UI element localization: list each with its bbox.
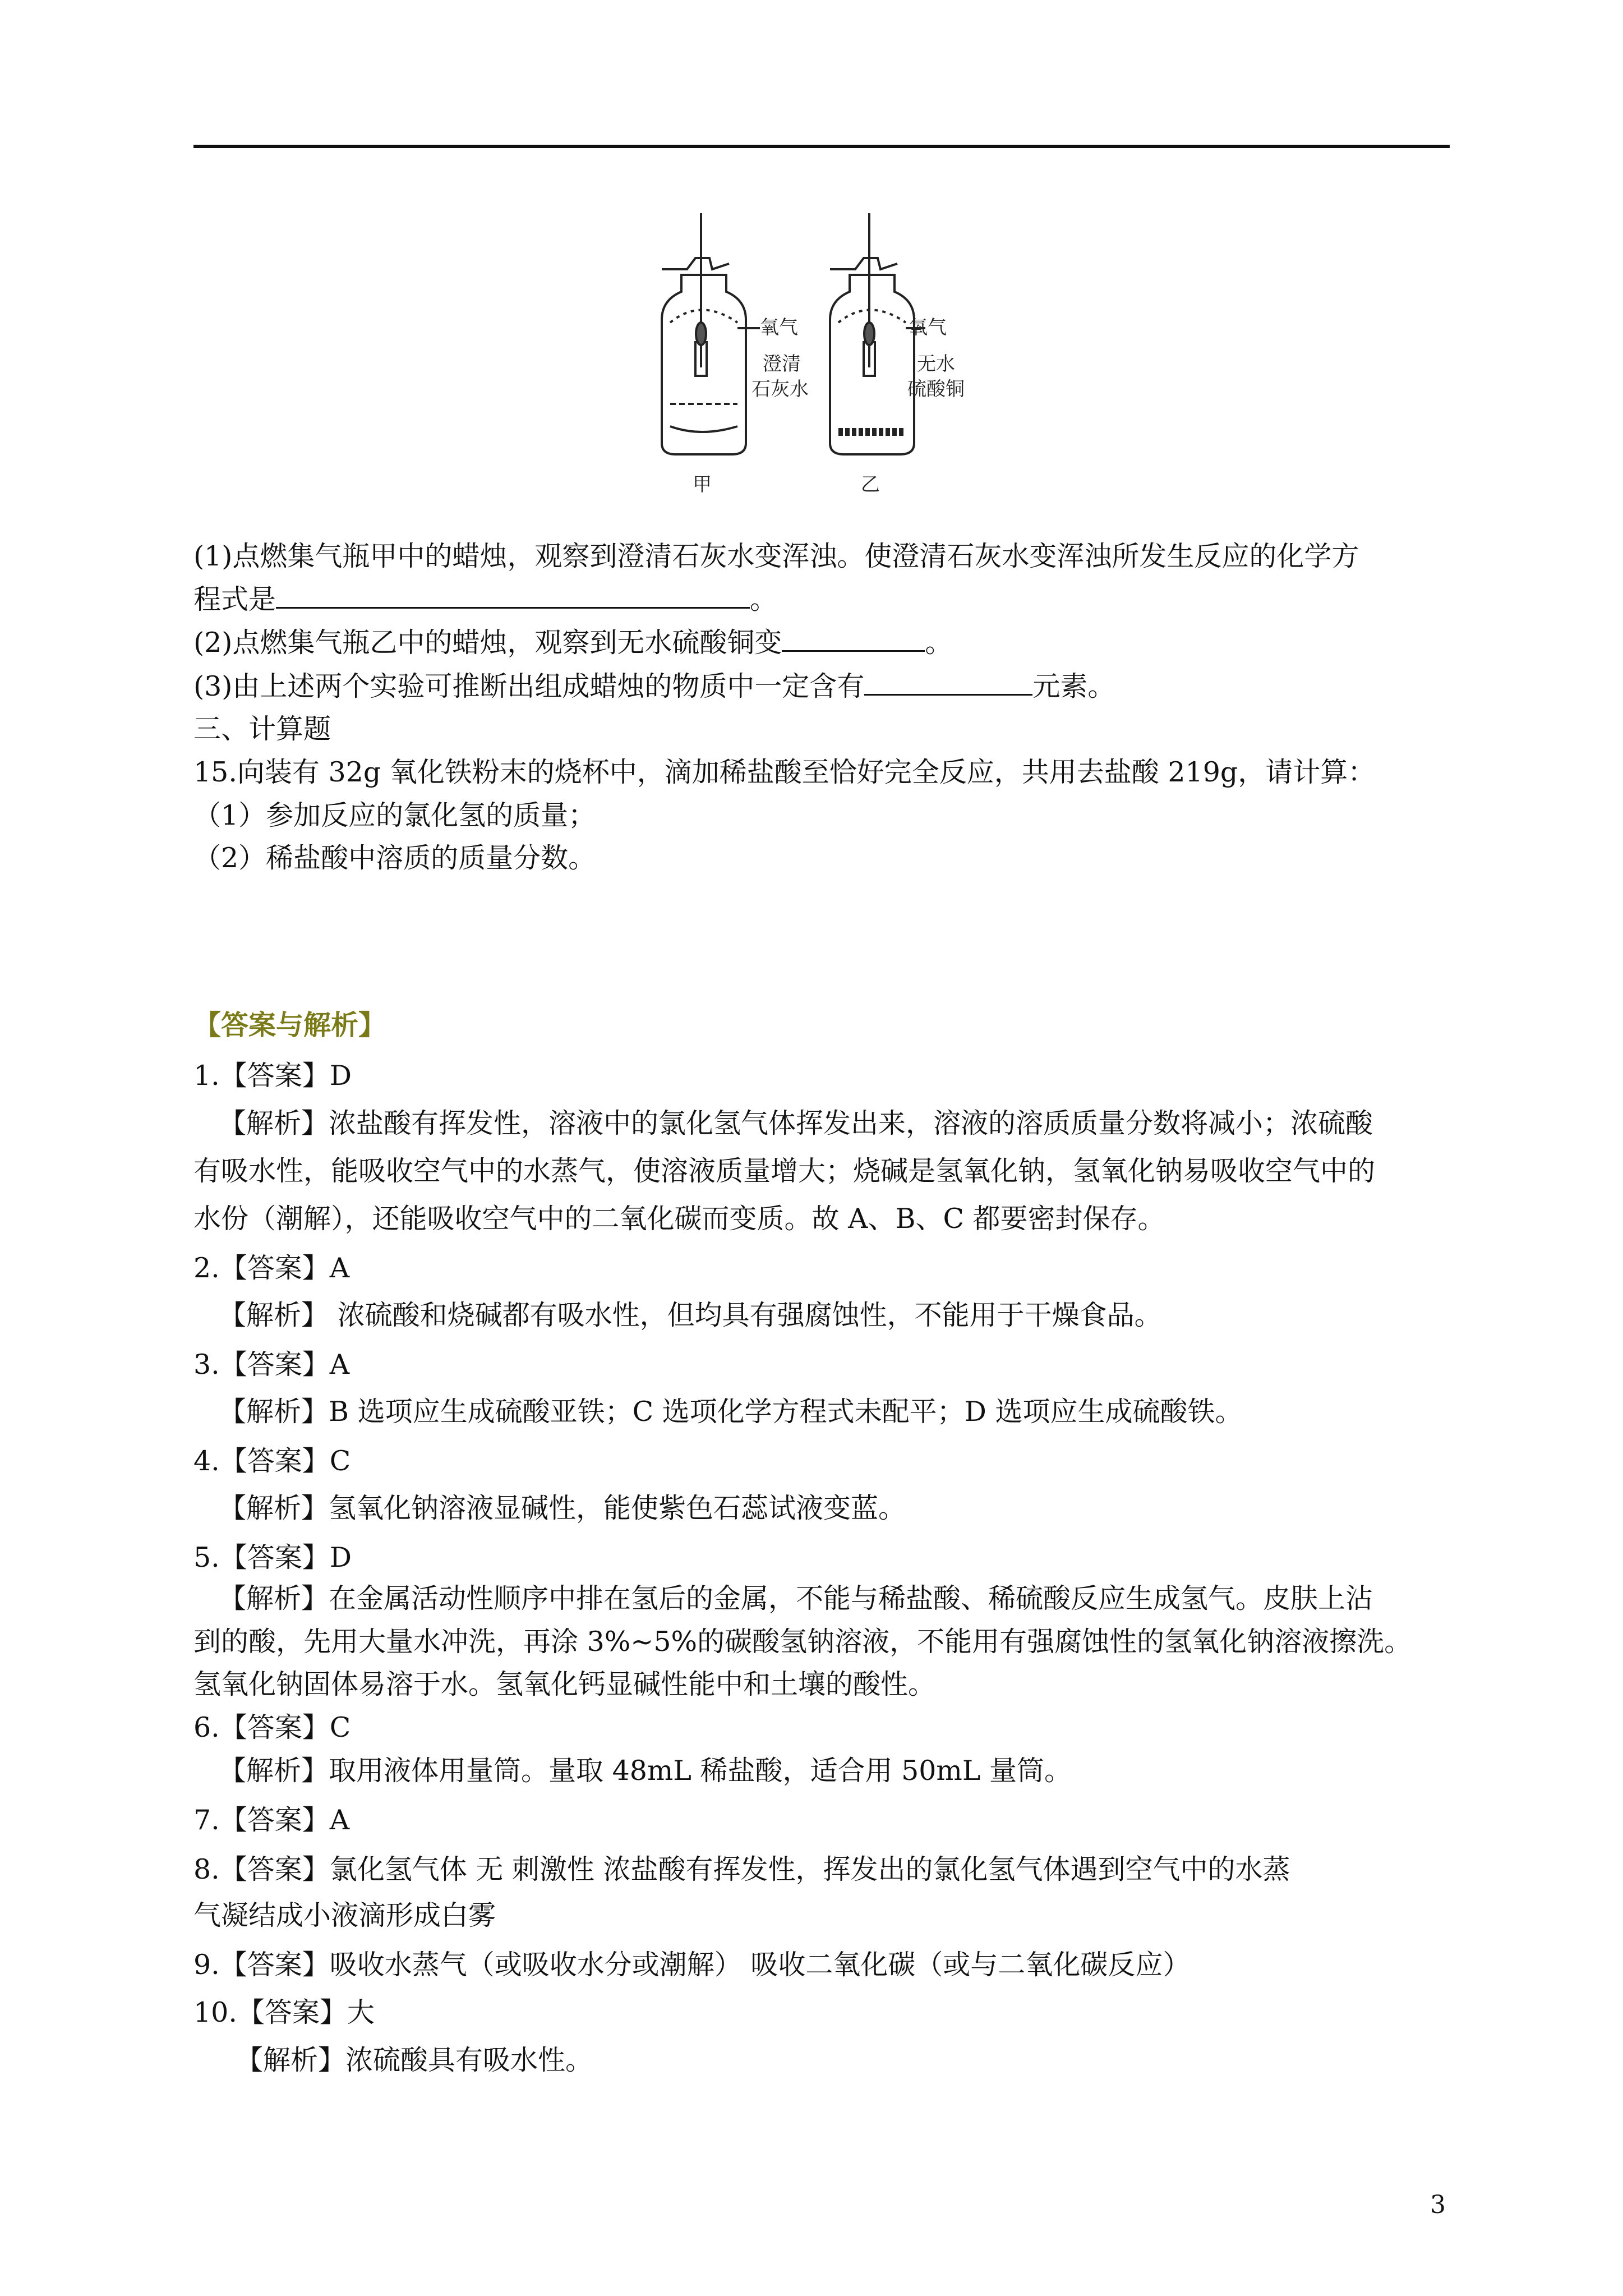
explanation-1-line1: 【解析】浓盐酸有挥发性，溶液中的氯化氢气体挥发出来，溶液的溶质质量分数将减小；浓硫酸 (219, 1107, 1373, 1139)
answer-10: 10.【答案】大 (193, 1996, 375, 2028)
explanation-2: 【解析】 浓硫酸和烧碱都有吸水性，但均具有强腐蚀性，不能用于干燥食品。 (219, 1299, 1162, 1331)
explanation-4: 【解析】氢氧化钠溶液显碱性，能使紫色石蕊试液变蓝。 (219, 1492, 906, 1524)
answer-8-line1: 8.【答案】氯化氢气体 无 刺激性 浓盐酸有挥发性，挥发出的氯化氢气体遇到空气中的水蒸 (193, 1853, 1290, 1885)
explanation-1-line2: 有吸水性，能吸收空气中的水蒸气，使溶液质量增大；烧碱是氢氧化钠，氢氧化钠易吸收空气中的 (193, 1155, 1376, 1187)
question-14-3 (193, 669, 1115, 703)
question-15-1: （1）参加反应的氯化氢的质量； (193, 799, 596, 831)
left-label-clear: 澄清 (763, 353, 801, 375)
question-14-2-text: (2)点燃集气瓶乙中的蜡烛，观察到无水硫酸铜变 (193, 627, 782, 659)
explanation-6: 【解析】取用液体用量筒。量取 48mL 稀盐酸，适合用 50mL 量筒。 (219, 1755, 1072, 1787)
right-label-oxygen: 氧气 (909, 316, 947, 339)
right-label-anhydrous: 无水 (917, 353, 955, 375)
answer-blank-color (782, 625, 925, 652)
answer-4: 4.【答案】C (193, 1445, 351, 1477)
section-heading-calc: 三、计算题 (193, 713, 331, 745)
page-number: 3 (1430, 2191, 1446, 2219)
explanation-10: 【解析】浓硫酸具有吸水性。 (236, 2044, 593, 2076)
answer-7: 7.【答案】A (193, 1804, 350, 1836)
explanation-1-line3: 水份（潮解），还能吸收空气中的二氧化碳而变质。故 A、B、C 都要密封保存。 (193, 1203, 1165, 1235)
label-jia: 甲 (693, 473, 712, 496)
answer-9: 9.【答案】吸收水蒸气（或吸收水分或潮解） 吸收二氧化碳（或与二氧化碳反应） (193, 1949, 1191, 1981)
bottle-left (662, 213, 760, 454)
explanation-5-line1: 【解析】在金属活动性顺序中排在氢后的金属，不能与稀盐酸、稀硫酸反应生成氢气。皮肤上沾 (219, 1582, 1373, 1614)
answer-8-line2: 气凝结成小液滴形成白雾 (193, 1899, 496, 1931)
left-label-oxygen: 氧气 (760, 316, 798, 339)
answer-3: 3.【答案】A (193, 1349, 350, 1381)
question-14-3-text: (3)由上述两个实验可推断出组成蜡烛的物质中一定含有 (193, 670, 865, 702)
answer-1: 1.【答案】D (193, 1060, 352, 1092)
answer-2: 2.【答案】A (193, 1252, 350, 1284)
candle-bottles-figure (645, 208, 965, 499)
header-rule (193, 145, 1450, 148)
answer-6: 6.【答案】C (193, 1711, 351, 1743)
question-15-2: （2）稀盐酸中溶质的质量分数。 (193, 842, 596, 874)
explanation-5-line2: 到的酸，先用大量水冲洗，再涂 3%~5%的碳酸氢钠溶液，不能用有强腐蚀性的氢氧化钠溶液擦洗。 (193, 1626, 1412, 1658)
left-label-limewater: 石灰水 (751, 378, 809, 401)
question-14-1-line2 (193, 582, 777, 616)
question-14-1-prefix: 程式是 (193, 583, 276, 615)
explanation-3: 【解析】B 选项应生成硫酸亚铁；C 选项化学方程式未配平；D 选项应生成硫酸铁。 (219, 1396, 1243, 1428)
question-14-2 (193, 625, 952, 660)
answer-blank-element (864, 669, 1032, 696)
answer-blank-equation (276, 582, 750, 609)
label-yi: 乙 (861, 473, 880, 496)
question-14-2-end: 。 (925, 627, 953, 659)
answers-heading: 【答案与解析】 (193, 1009, 386, 1041)
answer-5: 5.【答案】D (193, 1542, 352, 1573)
explanation-5-line3: 氢氧化钠固体易溶于水。氢氧化钙显碱性能中和土壤的酸性。 (193, 1668, 936, 1700)
question-14-1-line1: (1)点燃集气瓶甲中的蜡烛，观察到澄清石灰水变浑浊。使澄清石灰水变浑浊所发生反应的化学方 (193, 540, 1359, 572)
question-14-1-end: 。 (750, 583, 778, 615)
question-14-3-end: 元素。 (1032, 670, 1115, 702)
question-15: 15.向装有 32g 氧化铁粉末的烧杯中，滴加稀盐酸至恰好完全反应，共用去盐酸 219g，请计算： (193, 756, 1376, 788)
right-label-copper-sulfate: 硫酸铜 (907, 378, 965, 401)
